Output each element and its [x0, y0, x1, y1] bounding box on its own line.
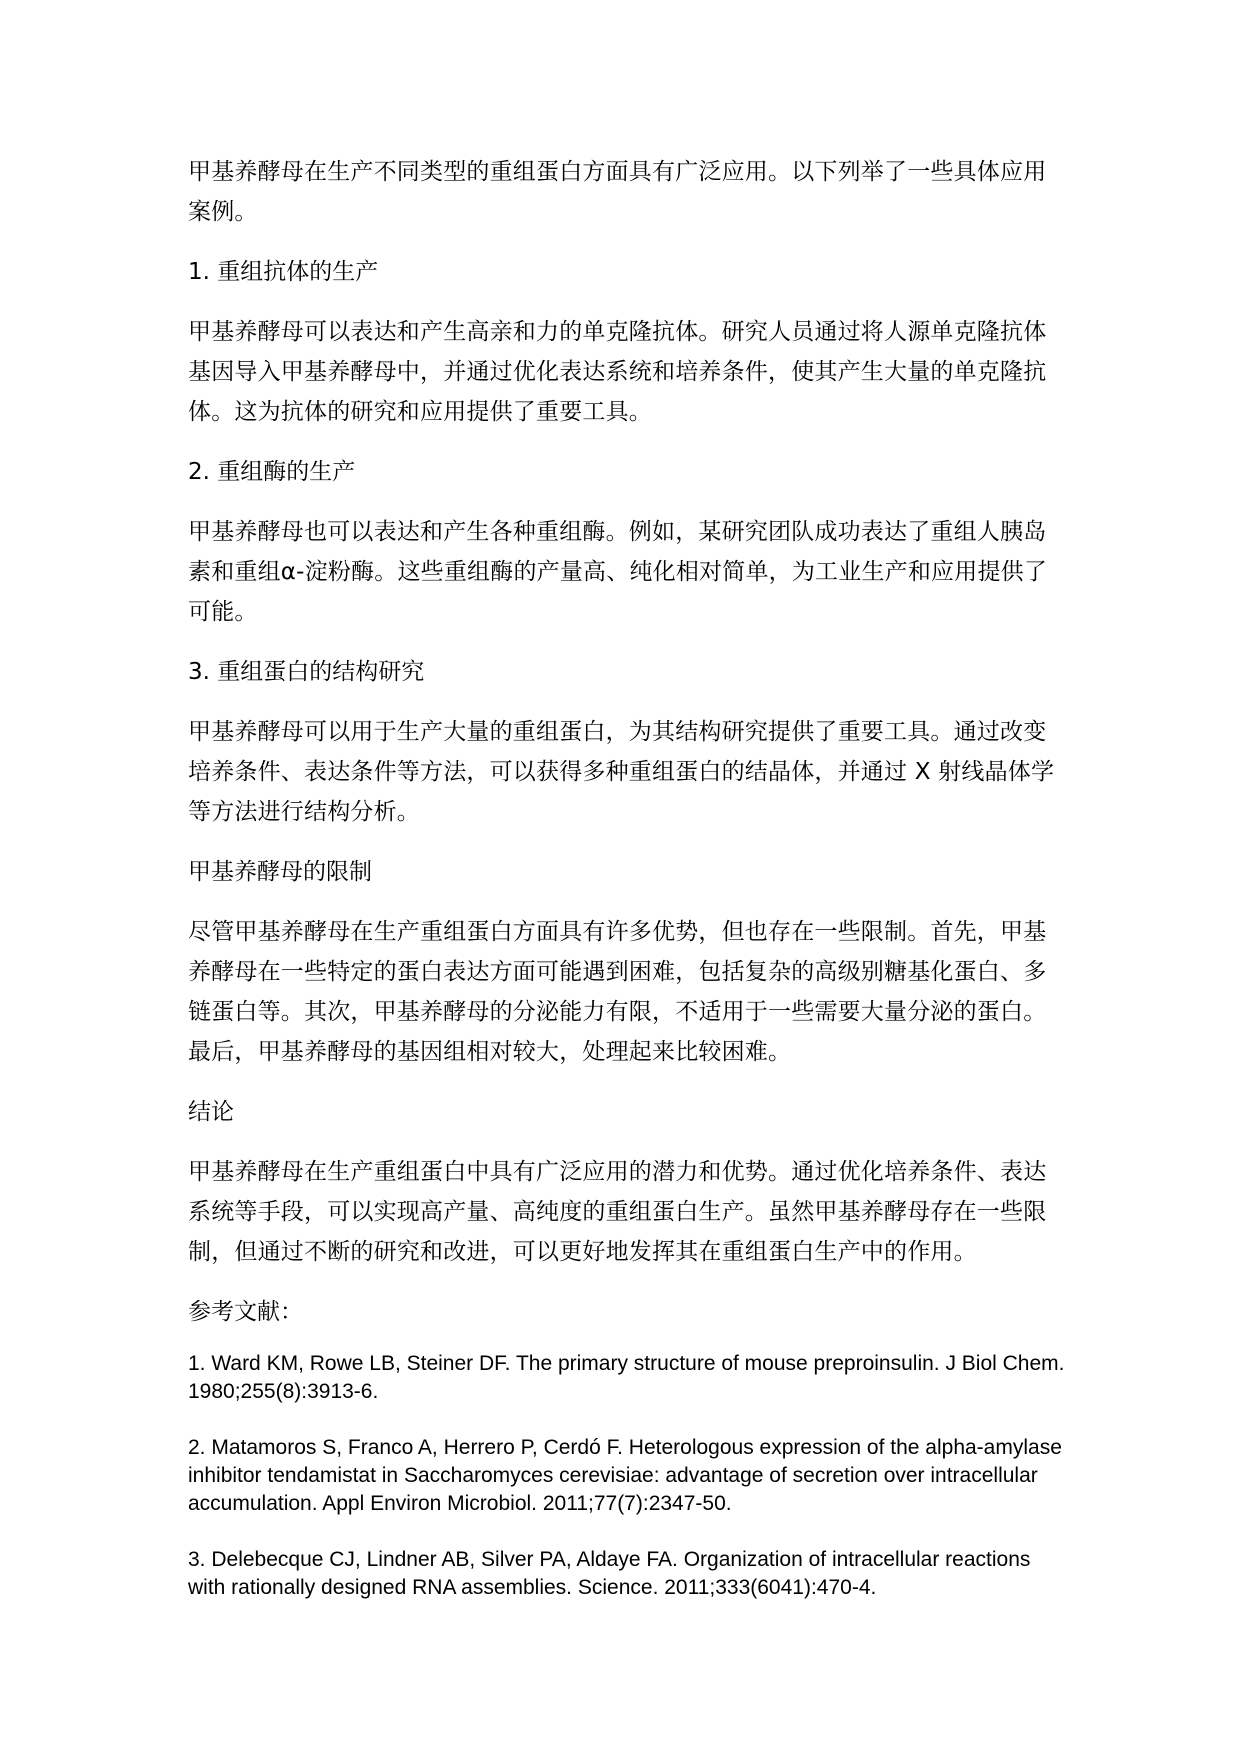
reference-item: 1. Ward KM, Rowe LB, Steiner DF. The primary structure of mouse preproinsulin. J Biol Chem. 1980;255(8):3913-6. [188, 1352, 1065, 1403]
section-heading-structure-research: 3. 重组蛋白的结构研究 [188, 659, 425, 685]
references-heading: 参考文献： [188, 1299, 303, 1325]
section-body-structure-research: 甲基养酵母可以用于生产大量的重组蛋白，为其结构研究提供了重要工具。通过改变培养条件、表达条件等方法，可以获得多种重组蛋白的结晶体，并通过 X 射线晶体学等方法进行结构分析。 [188, 719, 1055, 825]
intro-paragraph: 甲基养酵母在生产不同类型的重组蛋白方面具有广泛应用。以下列举了一些具体应用案例。 [188, 159, 1047, 225]
section-heading-limitations: 甲基养酵母的限制 [188, 859, 372, 885]
document-page [188, 152, 1068, 1630]
section-body-conclusion: 甲基养酵母在生产重组蛋白中具有广泛应用的潜力和优势。通过优化培养条件、表达系统等手段，可以实现高产量、高纯度的重组蛋白生产。虽然甲基养酵母存在一些限制，但通过不断的研究和改进，可以更好地发挥其在重组蛋白生产中的作用。 [188, 1159, 1047, 1265]
section-heading-recombinant-antibody: 1. 重组抗体的生产 [188, 259, 379, 285]
reference-item: 3. Delebecque CJ, Lindner AB, Silver PA, Aldaye FA. Organization of intracellular reactions with rationally designed RNA assemblies. Science. 2011;333(6041):470-4. [188, 1548, 1031, 1599]
reference-item: 2. Matamoros S, Franco A, Herrero P, Cerdó F. Heterologous expression of the alpha-amylase inhibitor tendamistat in Saccharomyces cerevisiae: advantage of secretion over intracellular accumulation. Appl Environ Microbiol. 2011;77(7):2347-50. [188, 1436, 1062, 1515]
section-body-limitations: 尽管甲基养酵母在生产重组蛋白方面具有许多优势，但也存在一些限制。首先，甲基养酵母在一些特定的蛋白表达方面可能遇到困难，包括复杂的高级别糖基化蛋白、多链蛋白等。其次，甲基养酵母的分泌能力有限，不适用于一些需要大量分泌的蛋白。最后，甲基养酵母的基因组相对较大，处理起来比较困难。 [188, 919, 1047, 1065]
section-heading-recombinant-enzyme: 2. 重组酶的生产 [188, 459, 356, 485]
section-heading-conclusion: 结论 [188, 1099, 234, 1125]
section-body-recombinant-antibody: 甲基养酵母可以表达和产生高亲和力的单克隆抗体。研究人员通过将人源单克隆抗体基因导入甲基养酵母中，并通过优化表达系统和培养条件，使其产生大量的单克隆抗体。这为抗体的研究和应用提供了重要工具。 [188, 319, 1047, 425]
section-body-recombinant-enzyme: 甲基养酵母也可以表达和产生各种重组酶。例如，某研究团队成功表达了重组人胰岛素和重组α-淀粉酶。这些重组酶的产量高、纯化相对简单，为工业生产和应用提供了可能。 [188, 519, 1048, 625]
